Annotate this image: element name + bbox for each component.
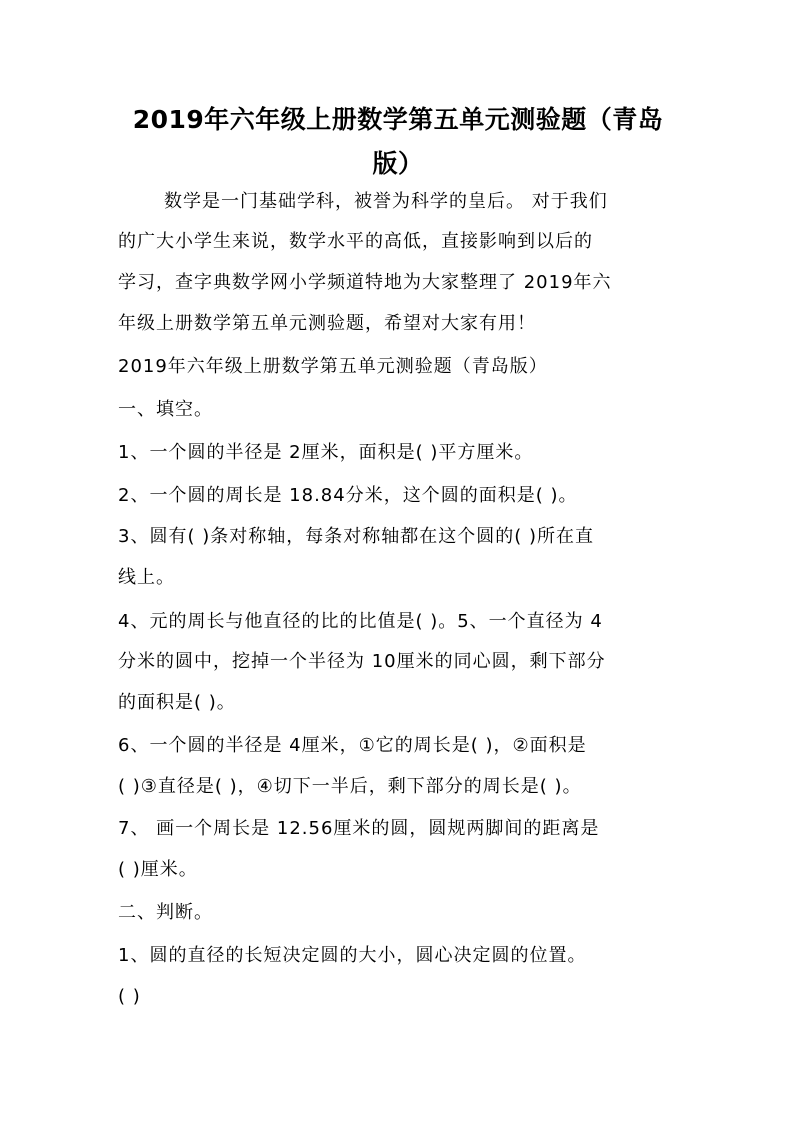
section-judge-heading: 二、判断。 <box>118 902 213 923</box>
intro-line-2: 的广大小学生来说，数学水平的高低，直接影响到以后的 <box>118 231 593 252</box>
question-7-line-2: ( )厘米。 <box>118 859 198 880</box>
question-3-line-2: 线上。 <box>118 567 175 588</box>
question-3-line-1: 3、圆有( )条对称轴，每条对称轴都在这个圆的( )所在直 <box>118 526 594 547</box>
section-fill-heading: 一、填空。 <box>118 399 213 420</box>
question-4-line-3: 的面积是( )。 <box>118 692 236 713</box>
question-7-line-1: 7、 画一个周长是 12.56厘米的圆，圆规两脚间的距离是 <box>118 818 600 839</box>
document-title: 2019年六年级上册数学第五单元测验题（青岛版） <box>132 105 664 178</box>
question-1: 1、一个圆的半径是 2厘米，面积是( )平方厘米。 <box>118 442 534 463</box>
question-6-line-2: ( )③直径是( )，④切下一半后，剩下部分的周长是( )。 <box>118 776 582 797</box>
intro-line-1: 数学是一门基础学科，被誉为科学的皇后。 对于我们 <box>164 191 608 212</box>
judge-1-line-2: ( ) <box>118 986 141 1007</box>
question-2: 2、一个圆的周长是 18.84分米，这个圆的面积是( )。 <box>118 485 578 506</box>
judge-1-line-1: 1、圆的直径的长短决定圆的大小，圆心决定圆的位置。 <box>118 945 587 966</box>
intro-line-3: 学习，查字典数学网小学频道特地为大家整理了 2019年六 <box>118 272 612 293</box>
question-6-line-1: 6、一个圆的半径是 4厘米，①它的周长是( )，②面积是 <box>118 735 587 756</box>
intro-line-4: 年级上册数学第五单元测验题，希望对大家有用！ <box>118 313 536 334</box>
question-4-line-1: 4、元的周长与他直径的比的比值是( )。5、一个直径为 4 <box>118 611 603 632</box>
subtitle-line: 2019年六年级上册数学第五单元测验题（青岛版） <box>118 356 548 377</box>
question-4-line-2: 分米的圆中，挖掉一个半径为 10厘米的同心圆，剩下部分 <box>118 651 606 672</box>
